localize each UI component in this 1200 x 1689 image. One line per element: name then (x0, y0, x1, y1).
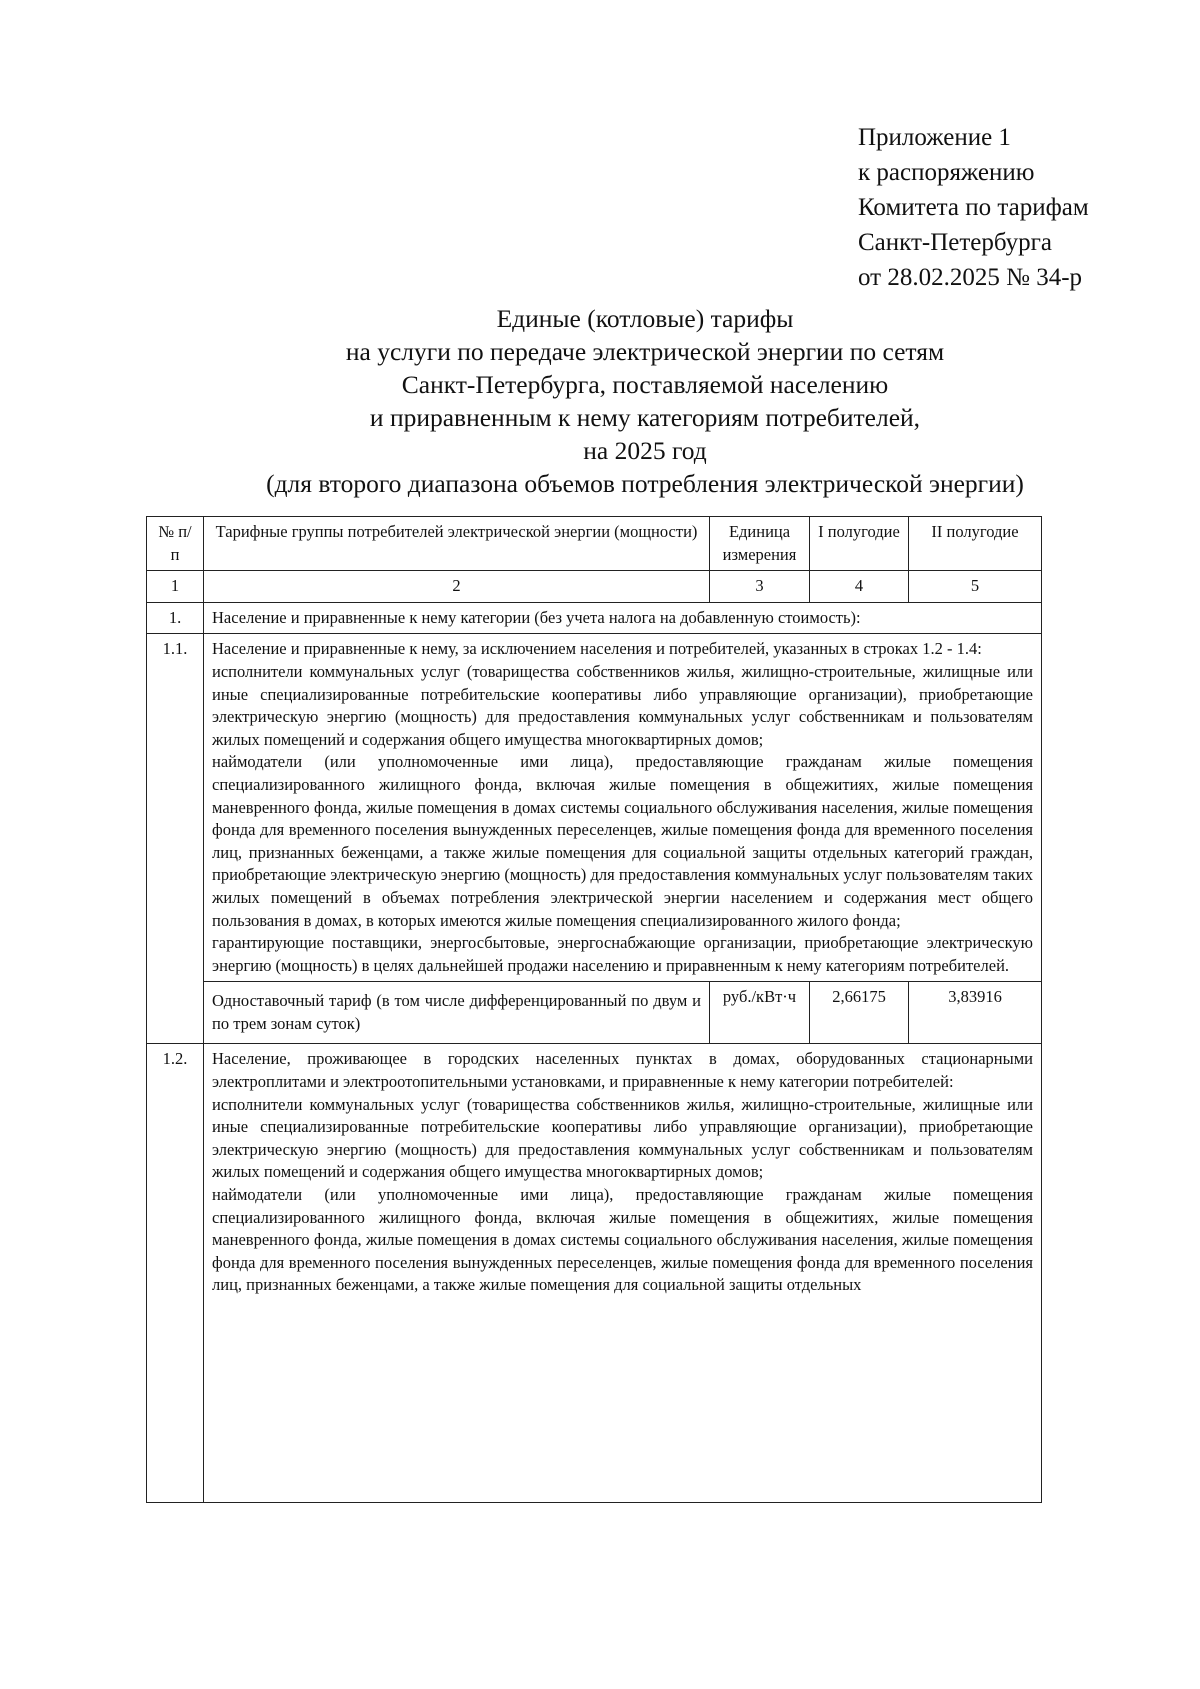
row-paragraph: наймодатели (или уполномоченные ими лица), предоставляющие гражданам жилые помещения специализированного жилищного фонда, включая жилые помещения в общежитиях, жилые помещения маневренного фонда, жилые помещения в домах системы социального обслуживания населения, жилые помещения фонда для временного поселения вынужденных переселенцев, жилые помещения фонда для временного поселения лиц, признанных беженцами, а также жилые помещения для социальной защиты отдельных (212, 1185, 1033, 1295)
column-index: 1 (147, 571, 204, 603)
section-text: Население и приравненные к нему категории (без учета налога на добавленную стоимость): (204, 602, 1042, 634)
title-line: на 2025 год (583, 436, 707, 465)
appendix-line: от 28.02.2025 № 34-р (858, 264, 1083, 291)
tariff-table (146, 516, 1042, 1503)
row-paragraph: исполнители коммунальных услуг (товарищества собственников жилья, жилищно-строительные, жилищные или иные специализированные потребительские кооперативы либо управляющие организации), приобретающие электрическую энергию (мощность) для предоставления коммунальных услуг собственникам и пользователям жилых помещений и содержания общего имущества многоквартирных домов; (212, 1094, 1033, 1182)
appendix-line: к распоряжению (858, 159, 1035, 186)
tariff-unit: руб./кВт·ч (710, 982, 810, 1044)
appendix-line: Приложение 1 (858, 124, 1011, 151)
row-paragraph: гарантирующие поставщики, энергосбытовые, энергоснабжающие организации, приобретающие электрическую энергию (мощность) в целях дальнейшей продажи населению и приравненным к нему категориям потребителей. (212, 933, 1033, 975)
tariff-h2-value: 3,83916 (909, 982, 1042, 1044)
table-row (147, 634, 1042, 982)
section-row (147, 602, 1042, 634)
tariff-label: Одноставочный тариф (в том числе дифференцированный по двум и по трем зонам суток) (204, 982, 710, 1044)
tariff-row (147, 982, 1042, 1044)
row-num: 1.2. (147, 1044, 204, 1503)
document-title (150, 302, 1140, 500)
row-description (204, 1044, 1042, 1503)
title-line: и приравненным к нему категориям потребителей, (369, 403, 921, 432)
appendix-block (858, 120, 1089, 295)
column-index: 3 (710, 571, 810, 603)
column-index: 5 (909, 571, 1042, 603)
title-line: Санкт-Петербурга, поставляемой населению (401, 370, 889, 399)
row-paragraph: исполнители коммунальных услуг (товарищества собственников жилья, жилищно-строительные, жилищные или иные специализированные потребительские кооперативы либо управляющие организации), приобретающие электрическую энергию (мощность) для предоставления коммунальных услуг собственникам и пользователям жилых помещений и содержания общего имущества многоквартирных домов; (212, 661, 1033, 749)
table-row (147, 1044, 1042, 1503)
table-header-row (147, 517, 1042, 571)
title-line: Единые (котловые) тарифы (496, 304, 794, 333)
header-h2: II полугодие (909, 517, 1042, 571)
row-paragraph: наймодатели (или уполномоченные ими лица), предоставляющие гражданам жилые помещения специализированного жилищного фонда, включая жилые помещения в общежитиях, жилые помещения маневренного фонда, жилые помещения в домах системы социального обслуживания населения, жилые помещения фонда для временного поселения вынужденных переселенцев, жилые помещения фонда для временного поселения лиц, признанных беженцами, а также жилые помещения для социальной защиты отдельных категорий граждан, приобретающие электрическую энергию (мощность) для предоставления коммунальных услуг пользователям таких жилых помещений в объемах потребления электрической энергии населением и содержания мест общего пользования в домах, в которых имеются жилые помещения специализированного жилого фонда; (212, 752, 1033, 930)
header-num: № п/п (147, 517, 204, 571)
column-index: 2 (204, 571, 710, 603)
column-index: 4 (810, 571, 909, 603)
appendix-line: Санкт-Петербурга (858, 229, 1053, 256)
section-num: 1. (147, 602, 204, 634)
column-index-row (147, 571, 1042, 603)
row-num: 1.1. (147, 634, 204, 1044)
header-h1: I полугодие (810, 517, 909, 571)
row-paragraph: Население, проживающее в городских населенных пунктах в домах, оборудованных стационарными электроплитами и электроотопительными установками, и приравненные к нему категории потребителей: (212, 1049, 1033, 1092)
appendix-line: Комитета по тарифам (858, 194, 1089, 221)
row-description (204, 634, 1042, 982)
tariff-h1-value: 2,66175 (810, 982, 909, 1044)
row-paragraph: Население и приравненные к нему, за исключением населения и потребителей, указанных в строках 1.2 - 1.4: (212, 639, 982, 659)
header-unit: Единица измерения (710, 517, 810, 571)
header-group: Тарифные группы потребителей электрической энергии (мощности) (204, 517, 710, 571)
title-line: на услуги по передаче электрической энергии по сетям (345, 337, 945, 366)
title-line: (для второго диапазона объемов потребления электрической энергии) (266, 469, 1024, 498)
